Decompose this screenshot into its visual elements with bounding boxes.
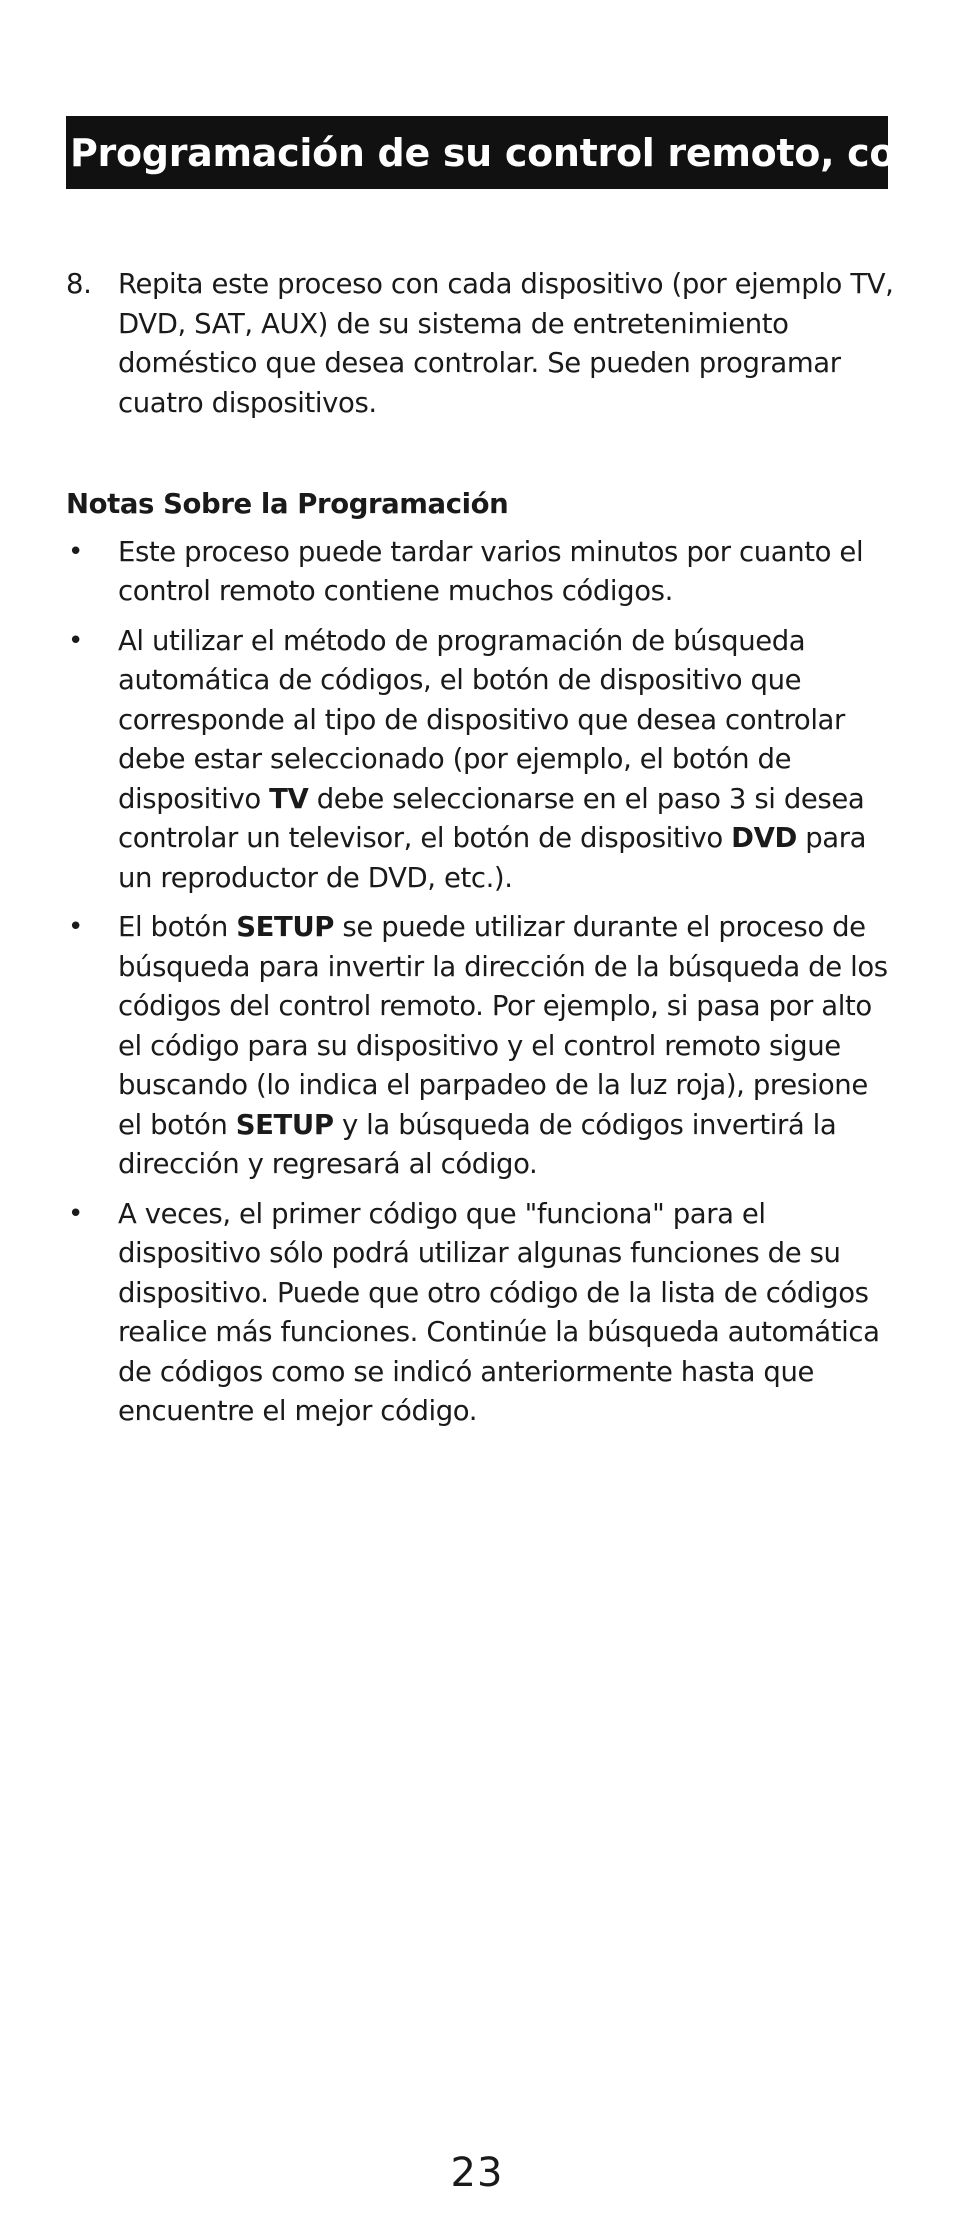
note-2-part-3: para un reproductor de DVD, etc.). xyxy=(118,822,867,894)
page-content xyxy=(66,265,896,1442)
bullet-icon: • xyxy=(68,625,83,656)
section-title-bar xyxy=(66,116,954,189)
note-4-text: A veces, el primer código que "funciona" para el dispositivo sólo podrá utilizar algunas funciones de su dispositivo. Puede que otro código de la lista de códigos realice más funciones. Continúe la búsqueda automática de códigos como se indicó anteriormente hasta que encuentre el mejor código. xyxy=(118,1197,880,1427)
page-number: 23 xyxy=(450,2150,504,2196)
tv-button-label: TV xyxy=(269,782,309,815)
note-3-part-3: y la búsqueda de códigos invertirá la dirección y regresará al código. xyxy=(118,1108,837,1180)
setup-button-label: SETUP xyxy=(236,911,335,943)
note-1-text: Este proceso puede tardar varios minutos por cuanto el control remoto contiene muchos códigos. xyxy=(118,535,864,607)
note-item-2 xyxy=(66,622,896,899)
setup-button-label: SETUP xyxy=(235,1108,334,1141)
note-item-4 xyxy=(66,1195,896,1432)
notes-heading: Notas Sobre la Programación xyxy=(66,488,509,520)
dvd-button-label: DVD xyxy=(731,822,797,854)
bullet-icon: • xyxy=(68,536,83,567)
note-2-part-1: Al utilizar el método de programación de búsqueda automática de códigos, el botón de dispositivo que corresponde al tipo de dispositivo que desea controlar debe estar seleccionado (por ejemplo, el botón de dispositivo xyxy=(118,624,845,815)
bullet-icon: • xyxy=(68,912,83,942)
note-3-text xyxy=(118,908,896,1185)
note-item-3 xyxy=(66,908,896,1185)
step-8 xyxy=(66,265,896,423)
note-2-text xyxy=(118,622,896,899)
note-3-part-1: El botón xyxy=(118,911,237,943)
step-number: 8. xyxy=(66,268,92,300)
step-8-text: Repita este proceso con cada dispositivo (por ejemplo TV, DVD, SAT, AUX) de su sistema de entretenimiento doméstico que desea controlar. Se pueden programar cuatro dispositivos. xyxy=(118,268,894,419)
note-3-part-2: se puede utilizar durante el proceso de búsqueda para invertir la dirección de la búsqueda de los códigos del control remoto. Por ejemplo, si pasa por alto el código para su dispositivo y el control remoto sigue buscando (lo indica el parpadeo de la luz roja), presione el botón xyxy=(118,911,888,1141)
page-title: Programación de su control remoto, cont. xyxy=(70,130,954,175)
note-item-1 xyxy=(66,533,896,612)
note-2-part-2: debe seleccionarse en el paso 3 si desea controlar un televisor, el botón de dispositivo xyxy=(118,782,865,854)
bullet-icon: • xyxy=(68,1198,83,1229)
